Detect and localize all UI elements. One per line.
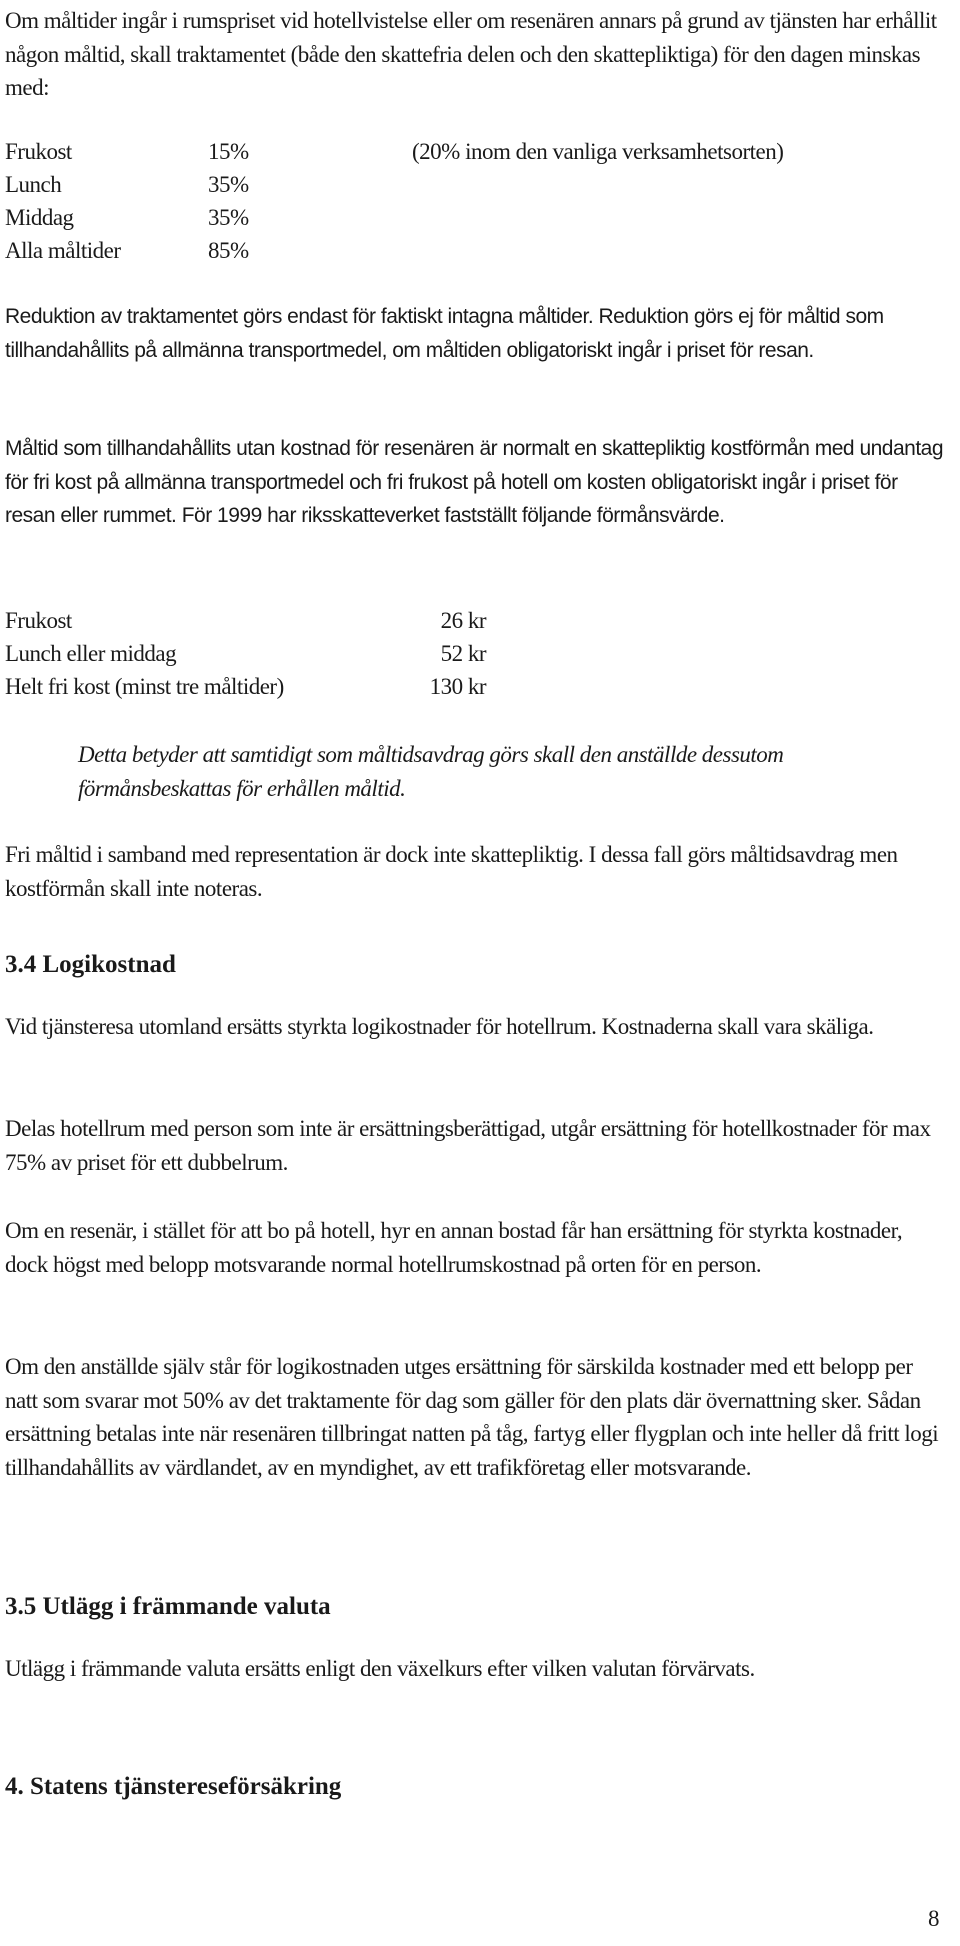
meal-label: Frukost — [5, 139, 72, 164]
meal-label: Lunch — [5, 172, 62, 197]
meal-label: Middag — [5, 205, 74, 230]
section-heading-3-5: 3.5 Utlägg i främmande valuta — [5, 1593, 331, 1620]
page-number: 8 — [928, 1906, 940, 1931]
benefit-label: Lunch eller middag — [5, 641, 177, 666]
representation-paragraph: Fri måltid i samband med representation är dock inte skattepliktig. I dessa fall görs måltidsavdrag men kostförmån skall inte noteras. — [5, 842, 898, 901]
logi-paragraph-3: Om en resenär, i stället för att bo på hotell, hyr en annan bostad får han ersättning för styrkta kostnader, dock högst med belopp motsvarande normal hotellrumskostnad på orten för en person. — [5, 1218, 903, 1277]
logi-paragraph-1: Vid tjänsteresa utomland ersätts styrkta logikostnader för hotellrum. Kostnaderna skall vara skäliga. — [5, 1014, 874, 1039]
intro-paragraph: Om måltider ingår i rumspriset vid hotellvistelse eller om resenären annars på grund av tjänsten har erhållit någon måltid, skall traktamentet (både den skattefria delen och den skattepliktiga) för den dagen minskas med: — [5, 8, 937, 100]
section-heading-3-4: 3.4 Logikostnad — [5, 951, 176, 978]
meal-value: 85% — [208, 238, 249, 263]
meal-value: 15% — [208, 139, 249, 164]
benefit-value: 26 kr — [440, 608, 486, 633]
logi-paragraph-2: Delas hotellrum med person som inte är ersättningsberättigad, utgår ersättning för hotellkostnader för max 75% av priset för ett dubbelrum. — [5, 1116, 931, 1175]
benefit-value: 130 kr — [429, 674, 486, 699]
meal-value: 35% — [208, 205, 249, 230]
benefit-value: 52 kr — [440, 641, 486, 666]
meal-label: Alla måltider — [5, 238, 121, 263]
meal-note: (20% inom den vanliga verksamhetsorten) — [412, 139, 784, 164]
reduction-paragraph: Reduktion av traktamentet görs endast för faktiskt intagna måltider. Reduktion görs ej för måltid som tillhandahållits på allmänna transportmedel, om måltiden obligatoriskt ingår i priset för resan. — [5, 305, 884, 362]
section-heading-4: 4. Statens tjänstereseförsäkring — [5, 1773, 342, 1800]
meal-value: 35% — [208, 172, 249, 197]
logi-paragraph-4: Om den anställde själv står för logikostnaden utges ersättning för särskilda kostnader med ett belopp per natt som svarar mot 50% av det traktamente för dag som gäller för den plats där övernattning sker. Sådan ersättning betalas inte när resenären tillbringat natten på tåg, fartyg eller flygplan och inte heller då fritt logi tillhandahållits av värdlandet, av en myndighet, av ett trafikföretag eller motsvarande. — [5, 1354, 939, 1480]
italic-note: Detta betyder att samtidigt som måltidsavdrag görs skall den anställde dessutom förmånsbeskattas för erhållen måltid. — [78, 742, 784, 801]
benefit-paragraph: Måltid som tillhandahållits utan kostnad för resenären är normalt en skattepliktig kostförmån med undantag för fri kost på allmänna transportmedel och fri frukost på hotell om kosten obligatoriskt ingår i priset för resan eller rummet. För 1999 har riksskatteverket fastställt följande förmånsvärde. — [5, 437, 944, 527]
currency-paragraph: Utlägg i främmande valuta ersätts enligt den växelkurs efter vilken valutan förvärvats. — [5, 1656, 755, 1681]
benefit-label: Frukost — [5, 608, 72, 633]
benefit-label: Helt fri kost (minst tre måltider) — [5, 674, 284, 699]
